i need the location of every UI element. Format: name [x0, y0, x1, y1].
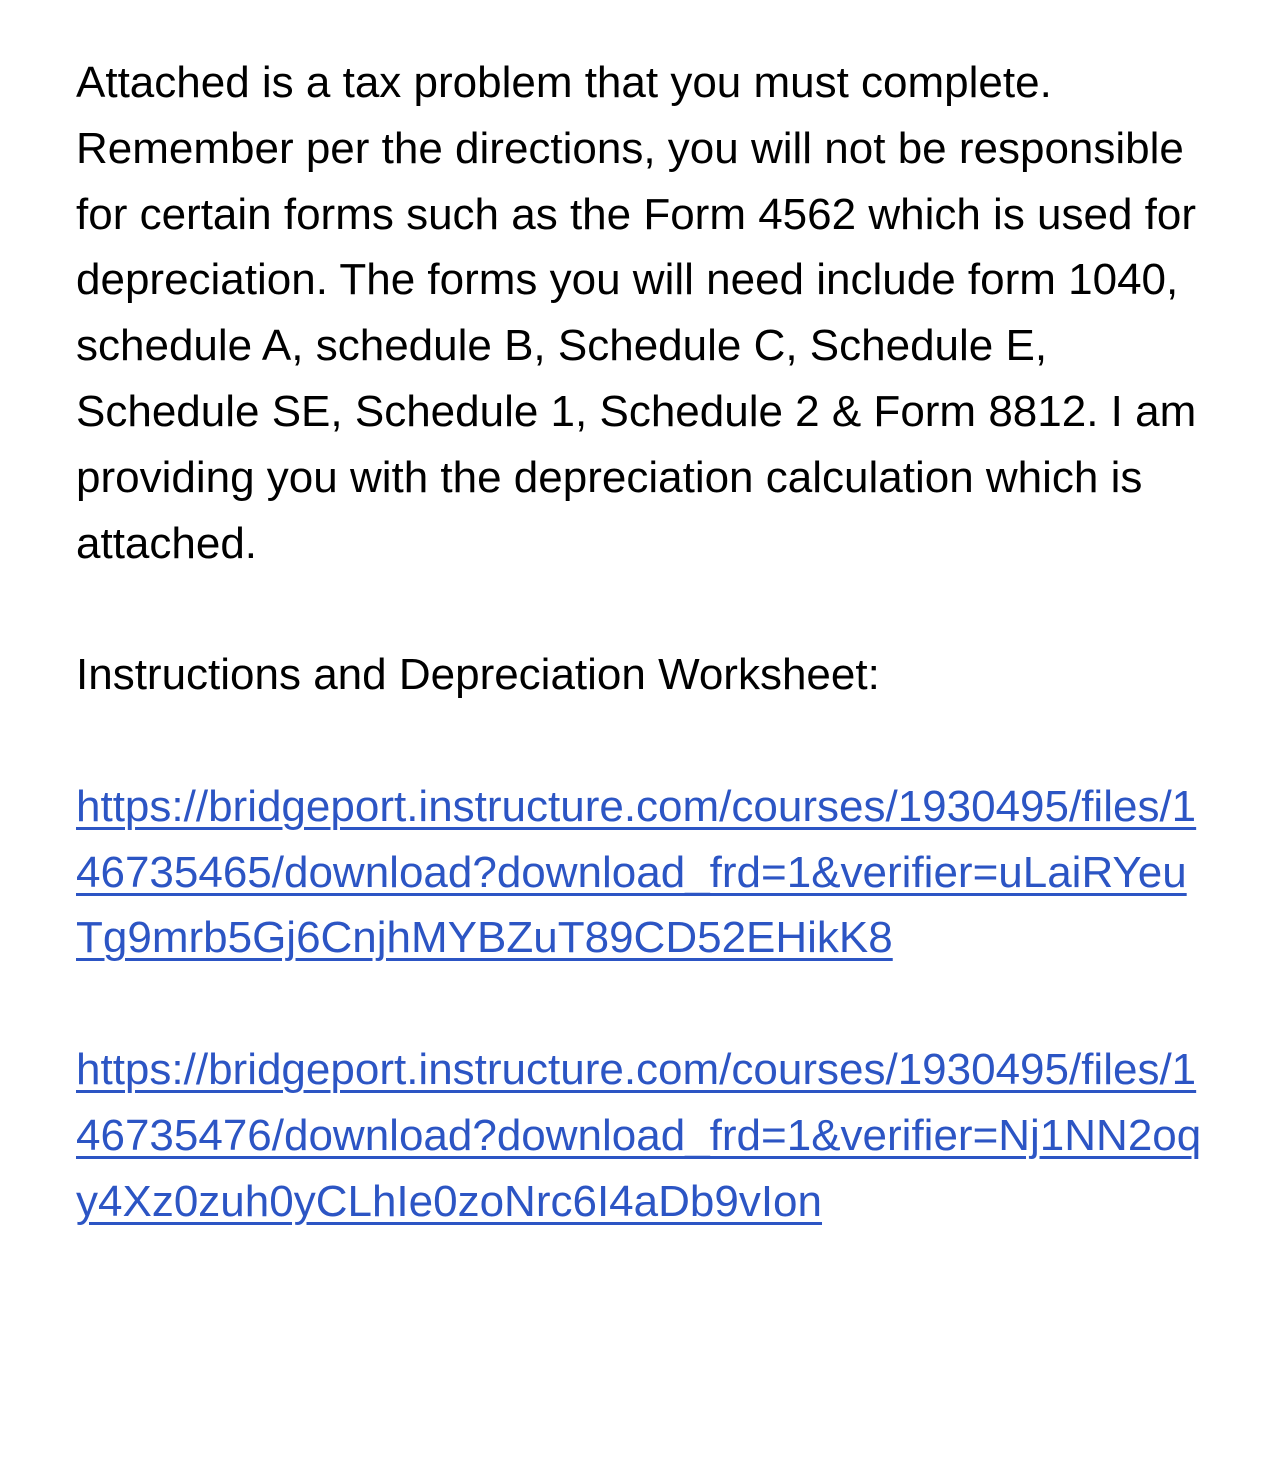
spacer: [76, 708, 1206, 774]
spacer: [76, 576, 1206, 642]
intro-paragraph: Attached is a tax problem that you must complete. Remember per the directions, you will not be responsible for certain forms such as the Form 4562 which is used for depreciation. The forms you will need include form 1040, schedule A, schedule B, Schedule C, Schedule E, Schedule SE, Schedule 1, Schedule 2 & Form 8812. I am providing you with the depreciation calculation which is attached.: [76, 58, 1197, 568]
worksheet-heading: Instructions and Depreciation Worksheet:: [76, 650, 880, 700]
message-body: [76, 50, 1206, 1234]
depreciation-worksheet-link[interactable]: https://bridgeport.instructure.com/courses/1930495/files/146735476/download?download_frd=1&verifier=Nj1NN2oqy4Xz0zuh0yCLhIe0zoNrc6I4aDb9vIon: [76, 1044, 1202, 1226]
instructions-link[interactable]: https://bridgeport.instructure.com/courses/1930495/files/146735465/download?download_frd=1&verifier=uLaiRYeuTg9mrb5Gj6CnjhMYBZuT89CD52EHikK8: [76, 781, 1197, 963]
spacer: [76, 971, 1206, 1037]
